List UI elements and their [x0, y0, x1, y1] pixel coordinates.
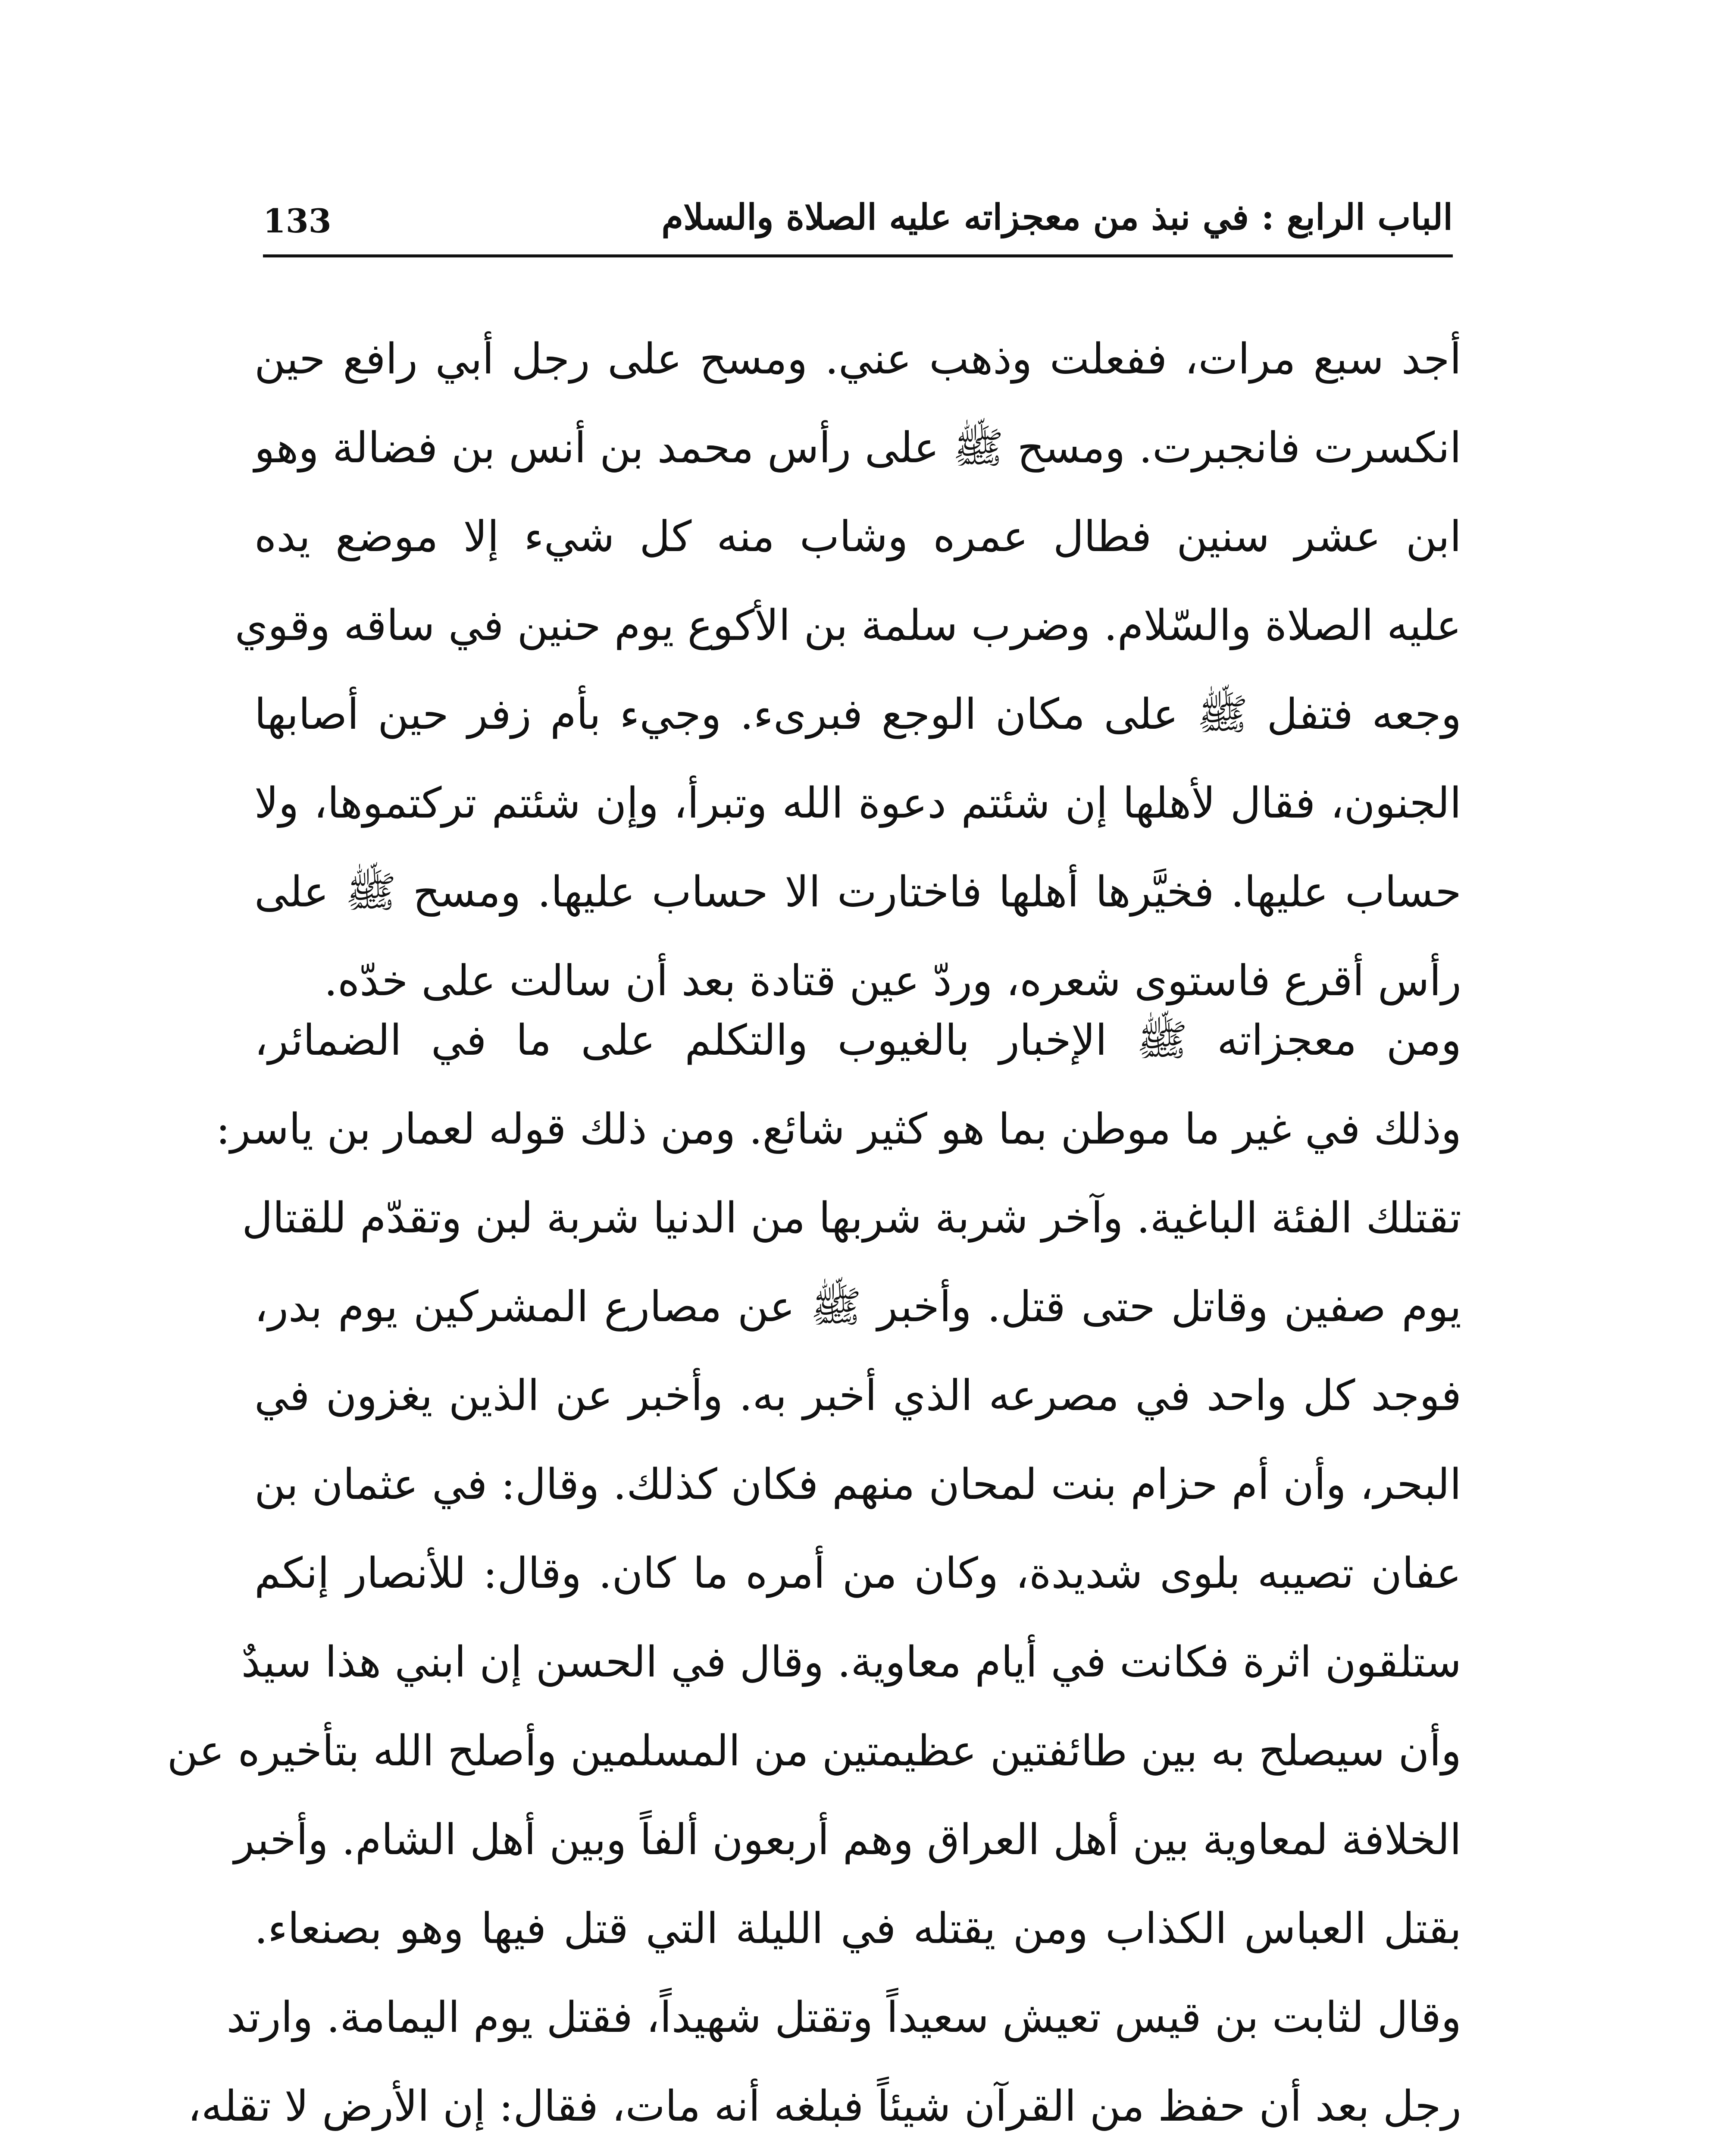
page-number: 133 — [263, 202, 332, 240]
text-line: الجنون، فقال لأهلها إن شئتم دعوة الله وتبرأ، وإن شئتم تركتموها، ولا — [254, 779, 1461, 828]
text-line: أجد سبع مرات، ففعلت وذهب عني. ومسح على رجل أبي رافع حين — [254, 335, 1461, 384]
text-line: الخلافة لمعاوية بين أهل العراق وهم أربعون ألفاً وبين أهل الشام. وأخبر — [234, 1815, 1461, 1865]
text-line: وقال لثابت بن قيس تعيش سعيداً وتقتل شهيداً، فقتل يوم اليمامة. وارتد — [226, 1993, 1461, 2042]
text-line: انكسرت فانجبرت. ومسح ﷺ على رأس محمد بن أنس بن فضالة وهو — [254, 423, 1461, 473]
text-line: ابن عشر سنين فطال عمره وشاب منه كل شيء إلا موضع يده — [254, 512, 1461, 561]
text-line — [254, 2151, 1461, 2156]
running-head: الباب الرابع : في نبذ من معجزاته عليه الصلاة والسلام — [661, 197, 1453, 238]
page-header — [263, 193, 1453, 258]
text-line: فوجد كل واحد في مصرعه الذي أخبر به. وأخبر عن الذين يغزون في — [254, 1371, 1461, 1420]
text-line: بقتل العباس الكذاب ومن يقتله في الليلة التي قتل فيها وهو بصنعاء. — [254, 1904, 1461, 1953]
text-line: ومن معجزاته ﷺ الإخبار بالغيوب والتكلم على ما في الضمائر، — [254, 1016, 1461, 1065]
text-line: وأن سيصلح به بين طائفتين عظيمتين من المسلمين وأصلح الله بتأخيره عن — [167, 1727, 1461, 1776]
header-rule — [263, 254, 1453, 257]
text-line: رجل بعد أن حفظ من القرآن شيئاً فبلغه أنه مات، فقال: إن الأرض لا تقله، — [188, 2082, 1461, 2131]
text-line: ستلقون اثرة فكانت في أيام معاوية. وقال في الحسن إن ابني هذا سيدٌ — [241, 1638, 1461, 1687]
text-line: وذلك في غير ما موطن بما هو كثير شائع. ومن ذلك قوله لعمار بن ياسر: — [216, 1105, 1461, 1154]
text-line: تقتلك الفئة الباغية. وآخر شربة شربها من الدنيا شربة لبن وتقدّم للقتال — [242, 1194, 1461, 1243]
text-line: وجعه فتفل ﷺ على مكان الوجع فبرىء. وجيء بأم زفر حين أصابها — [254, 690, 1461, 739]
text-line: البحر، وأن أم حزام بنت لمحان منهم فكان كذلك. وقال: في عثمان بن — [254, 1460, 1461, 1509]
text-line: رأس أقرع فاستوى شعره، وردّ عين قتادة بعد أن سالت على خدّه. — [324, 956, 1461, 1006]
text-line: حساب عليها. فخيَّرها أهلها فاختارت الا حساب عليها. ومسح ﷺ على — [254, 868, 1461, 917]
paragraph-1 — [235, 315, 1461, 1025]
paragraph-2 — [167, 996, 1461, 2156]
text-line: يوم صفين وقاتل حتى قتل. وأخبر ﷺ عن مصارع المشركين يوم بدر، — [254, 1282, 1461, 1332]
text-line: عليه الصلاة والسّلام. وضرب سلمة بن الأكوع يوم حنين في ساقه وقوي — [235, 601, 1461, 650]
text-line: عفان تصيبه بلوى شديدة، وكان من أمره ما كان. وقال: للأنصار إنكم — [254, 1549, 1461, 1598]
